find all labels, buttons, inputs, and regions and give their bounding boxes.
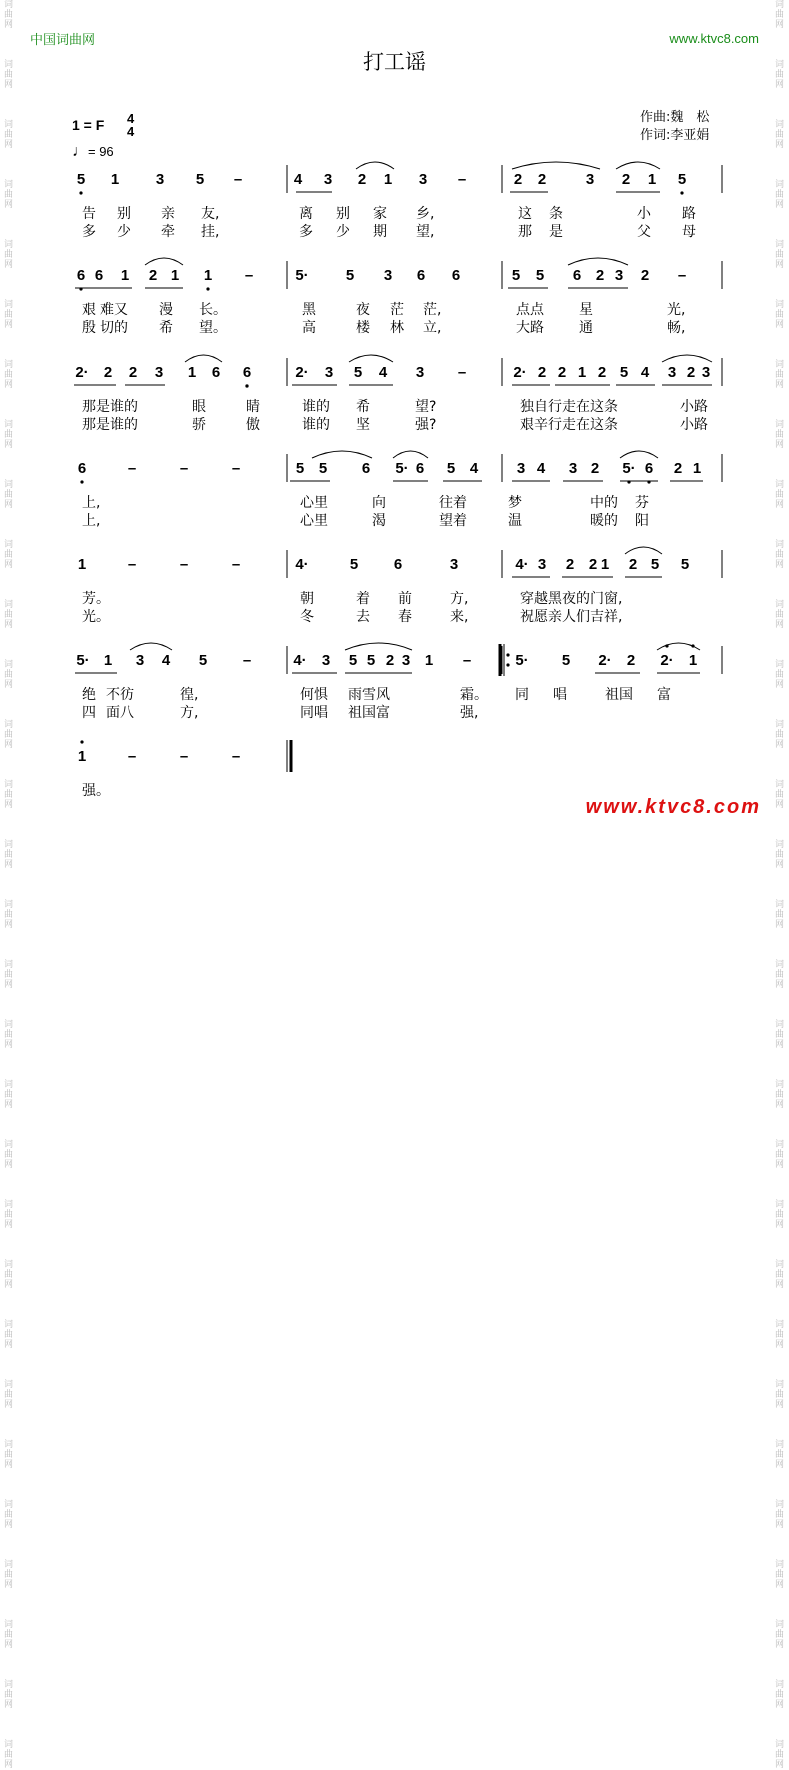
note: 6 — [77, 460, 87, 477]
note: 2 — [597, 364, 607, 381]
note: 2 — [590, 460, 600, 477]
lyric-verse2: 方, — [180, 705, 199, 721]
song-title: 打工谣 — [363, 50, 426, 74]
note: 5 — [677, 171, 687, 188]
site-url-right[interactable]: www.ktvc8.com — [669, 31, 759, 46]
watermark-left: 词 曲 网 词 曲 网 词 曲 网 词 曲 网 词 曲 网 词 曲 网 词 曲 网 词 曲 网 词 曲 网 词 曲 网 词 曲 网 词 曲 网 词 曲 网 词 曲 网 词 曲 网 词 曲 网 词 曲 网 词 曲 网 词 曲 网 词 曲 网 词 曲 网 词 曲 网 词 曲 网 词 曲 网 词 曲 网 词 曲 网 词 曲 网 词 曲 网 词 曲 网 词 曲 网 — [4, 0, 14, 1770]
tempo-value: = 96 — [88, 144, 114, 159]
note: 2 — [357, 171, 367, 188]
note: 1 — [170, 267, 180, 284]
lyric-verse2: 殷 — [82, 320, 96, 336]
note: 5 — [198, 652, 208, 669]
slur-arc — [620, 451, 658, 458]
lyric-verse1: 祖国 — [605, 687, 633, 703]
lyric-verse1: 艰 — [82, 302, 96, 318]
lyric-verse1: 别 — [336, 206, 350, 222]
note: 4 — [161, 652, 171, 669]
note: – — [457, 171, 467, 188]
octave-dot — [79, 191, 82, 194]
lyric-verse1: 梦 — [508, 495, 522, 511]
note: 2 — [513, 171, 523, 188]
lyric-verse2: 面八 — [106, 705, 134, 721]
note: 5 — [295, 460, 305, 477]
note: – — [462, 652, 472, 669]
lyric-verse1: 告 — [82, 206, 96, 222]
lyric-verse2: 切的 — [100, 320, 128, 336]
lyric-verse2: 期 — [373, 224, 387, 240]
lyric-verse2: 小路 — [680, 417, 708, 433]
lyric-verse1: 点点 — [516, 302, 544, 318]
note: 2 — [595, 267, 605, 284]
note: 2 — [148, 267, 158, 284]
octave-dot — [691, 644, 694, 647]
octave-dot — [80, 480, 83, 483]
note: 3 — [401, 652, 411, 669]
slur-arc — [145, 258, 183, 265]
note: 5 — [318, 460, 328, 477]
lyric-verse1: 离 — [299, 206, 313, 222]
note: 5· — [76, 652, 90, 669]
note: 6 — [572, 267, 582, 284]
note: – — [179, 556, 189, 573]
note: 1 — [383, 171, 393, 188]
note: 4 — [469, 460, 479, 477]
note: – — [179, 460, 189, 477]
note: 3 — [418, 171, 428, 188]
note: 6 — [415, 460, 425, 477]
note: 6 — [94, 267, 104, 284]
note: 5 — [348, 652, 358, 669]
note: 6 — [393, 556, 403, 573]
note: 4 — [536, 460, 546, 477]
note: 4· — [515, 556, 529, 573]
octave-dot — [506, 653, 509, 656]
note: 1 — [577, 364, 587, 381]
slur-arc — [356, 162, 394, 169]
slur-arc — [393, 451, 428, 458]
note: 5 — [619, 364, 629, 381]
note: 1 — [77, 748, 87, 765]
lyric-verse2: 望, — [416, 224, 435, 240]
note: 6 — [211, 364, 221, 381]
lyric-verse2: 光。 — [82, 609, 110, 625]
note: 5 — [561, 652, 571, 669]
note: – — [244, 267, 254, 284]
lyric-verse1: 前 — [398, 591, 412, 607]
lyric-verse1: 小 — [637, 206, 651, 222]
octave-dot — [79, 287, 82, 290]
lyric-verse1: 上, — [82, 495, 101, 511]
note: – — [231, 748, 241, 765]
lyric-verse1: 向 — [372, 495, 386, 511]
lyric-verse1: 这 — [518, 206, 532, 222]
lyric-verse2: 少 — [117, 224, 131, 240]
lyric-verse1: 小路 — [680, 399, 708, 415]
note: 3 — [154, 364, 164, 381]
lyric-verse2: 大路 — [516, 320, 544, 336]
lyric-verse2: 高 — [302, 320, 316, 336]
note: 5 — [353, 364, 363, 381]
lyric-verse1: 穿越黑夜的门窗, — [520, 591, 623, 607]
lyric-verse1: 茫, — [423, 302, 442, 318]
lyric-verse1: 朝 — [300, 591, 314, 607]
lyricist-credit: 作词:李亚娟 — [640, 128, 710, 143]
note: 6 — [242, 364, 252, 381]
note: 1 — [120, 267, 130, 284]
note: 5 — [535, 267, 545, 284]
note: 5· — [395, 460, 409, 477]
lyric-verse1: 眼 — [192, 399, 206, 415]
note: 5 — [195, 171, 205, 188]
lyric-verse1: 强。 — [82, 783, 110, 799]
lyric-verse1: 黑 — [302, 302, 316, 318]
lyric-verse2: 楼 — [356, 320, 370, 336]
note: 2 — [640, 267, 650, 284]
note: 4· — [293, 652, 307, 669]
lyric-verse1: 长。 — [199, 302, 227, 318]
note: 1 — [77, 556, 87, 573]
note: 5 — [680, 556, 690, 573]
note: 2 — [628, 556, 638, 573]
slur-arc — [568, 258, 628, 265]
lyric-verse1: 睛 — [246, 399, 260, 415]
slur-arc — [345, 643, 412, 650]
lyric-verse2: 林 — [390, 320, 404, 336]
note: 2 — [385, 652, 395, 669]
note: 3 — [449, 556, 459, 573]
note: 3 — [537, 556, 547, 573]
lyric-verse1: 谁的 — [302, 399, 330, 415]
lyric-verse2: 心里 — [300, 513, 328, 529]
note: 4 — [640, 364, 650, 381]
note: 2· — [513, 364, 527, 381]
note: 2 — [103, 364, 113, 381]
octave-dot — [665, 644, 668, 647]
lyric-verse2: 望。 — [199, 320, 227, 336]
octave-dot — [627, 480, 630, 483]
note: 2 — [565, 556, 575, 573]
note: 6 — [361, 460, 371, 477]
lyric-verse1: 何惧 — [300, 687, 328, 703]
note: 3 — [585, 171, 595, 188]
lyric-verse2: 多 — [82, 224, 96, 240]
lyric-verse2: 傲 — [246, 417, 260, 433]
slur-arc — [625, 547, 662, 554]
composer-credit: 作曲:魏 松 — [640, 110, 710, 125]
lyric-verse2: 希 — [159, 320, 173, 336]
note: 1 — [688, 652, 698, 669]
slur-arc — [130, 643, 172, 650]
note: – — [233, 171, 243, 188]
lyric-verse1: 往着 — [439, 495, 467, 511]
slur-arc — [512, 162, 600, 169]
lyric-verse2: 强? — [415, 417, 437, 433]
octave-dot — [206, 287, 209, 290]
lyric-verse2: 阳 — [635, 513, 649, 529]
note: 5 — [650, 556, 660, 573]
note: 1 — [187, 364, 197, 381]
lyric-verse1: 乡, — [416, 206, 435, 222]
key-signature: 1 = F — [72, 117, 105, 133]
note: 1 — [692, 460, 702, 477]
lyric-verse1: 唱 — [553, 687, 567, 703]
note: 2 — [626, 652, 636, 669]
lyric-verse1: 难又 — [100, 302, 128, 318]
lyric-verse2: 来, — [450, 609, 469, 625]
note: 1 — [600, 556, 610, 573]
note: – — [677, 267, 687, 284]
note: 2 — [557, 364, 567, 381]
note: 2 — [537, 171, 547, 188]
lyric-verse2: 少 — [336, 224, 350, 240]
note: 3 — [415, 364, 425, 381]
note: 1 — [110, 171, 120, 188]
lyric-verse1: 星 — [579, 302, 593, 318]
lyric-verse1: 中的 — [590, 495, 618, 511]
lyric-verse1: 望? — [415, 399, 437, 415]
lyric-verse2: 暖的 — [590, 513, 618, 529]
lyric-verse2: 牵 — [161, 224, 175, 240]
octave-dot — [506, 663, 509, 666]
lyric-verse2: 祖国富 — [348, 705, 390, 721]
lyric-verse1: 富 — [657, 687, 671, 703]
time-sig-bottom: 4 — [127, 124, 135, 139]
lyric-verse1: 条 — [549, 206, 563, 222]
note: 2 — [128, 364, 138, 381]
lyric-verse2: 渴 — [372, 513, 386, 529]
note: 1 — [647, 171, 657, 188]
note: 6 — [451, 267, 461, 284]
note: 3 — [323, 171, 333, 188]
lyric-verse2: 通 — [579, 320, 593, 336]
note: 5· — [622, 460, 636, 477]
note: – — [127, 556, 137, 573]
octave-dot — [80, 740, 83, 743]
note: 5 — [349, 556, 359, 573]
note: 2· — [295, 364, 309, 381]
note: 1 — [103, 652, 113, 669]
lyric-verse2: 望着 — [439, 513, 467, 529]
lyric-verse1: 雨雪风 — [348, 687, 390, 703]
note: – — [127, 748, 137, 765]
lyric-verse1: 同 — [515, 687, 529, 703]
quarter-note-icon: ♩ — [72, 143, 88, 160]
site-name-left[interactable]: 中国词曲网 — [30, 33, 96, 48]
lyric-verse2: 畅, — [667, 320, 686, 336]
lyric-verse1: 心里 — [300, 495, 328, 511]
footer-url[interactable]: www.ktvc8.com — [585, 796, 761, 818]
octave-dot — [647, 480, 650, 483]
note: 3 — [135, 652, 145, 669]
note: – — [127, 460, 137, 477]
lyric-verse2: 春 — [398, 609, 412, 625]
lyric-verse2: 强, — [460, 705, 479, 721]
note: 3 — [614, 267, 624, 284]
lyric-verse2: 立, — [423, 320, 442, 336]
note: – — [179, 748, 189, 765]
note: – — [457, 364, 467, 381]
lyric-verse1: 独自行走在这条 — [520, 399, 618, 415]
note: 2 — [686, 364, 696, 381]
note: – — [242, 652, 252, 669]
lyric-verse1: 光, — [667, 302, 686, 318]
note: 3 — [321, 652, 331, 669]
lyric-verse1: 路 — [682, 206, 696, 222]
note: 3 — [516, 460, 526, 477]
lyric-verse1: 友, — [201, 206, 220, 222]
note: 2 — [621, 171, 631, 188]
note: – — [231, 556, 241, 573]
lyric-verse1: 家 — [373, 206, 387, 222]
note: 2· — [598, 652, 612, 669]
lyric-verse2: 上, — [82, 513, 101, 529]
lyric-verse1: 着 — [356, 591, 370, 607]
slur-arc — [312, 451, 372, 458]
note: 5 — [345, 267, 355, 284]
note: 5 — [76, 171, 86, 188]
lyric-verse1: 那是谁的 — [82, 399, 138, 415]
lyric-verse1: 不彷 — [106, 687, 134, 703]
note: 6 — [416, 267, 426, 284]
lyric-verse2: 多 — [299, 224, 313, 240]
lyric-verse1: 别 — [117, 206, 131, 222]
lyric-verse1: 绝 — [82, 687, 96, 703]
note: 6 — [76, 267, 86, 284]
lyric-verse1: 希 — [356, 399, 370, 415]
lyric-verse1: 方, — [450, 591, 469, 607]
lyric-verse1: 芬 — [635, 495, 649, 511]
octave-dot — [245, 384, 248, 387]
note: 3 — [155, 171, 165, 188]
note: 2· — [660, 652, 674, 669]
note: 2 — [537, 364, 547, 381]
note: 4 — [293, 171, 303, 188]
lyric-verse2: 四 — [82, 705, 96, 721]
lyric-verse2: 谁的 — [302, 417, 330, 433]
note: 3 — [324, 364, 334, 381]
lyric-verse2: 冬 — [300, 609, 314, 625]
lyric-verse2: 挂, — [201, 224, 220, 240]
lyric-verse2: 艰辛行走在这条 — [520, 417, 618, 433]
note: 5· — [295, 267, 309, 284]
lyric-verse2: 那是谁的 — [82, 417, 138, 433]
lyric-verse2: 父 — [637, 224, 651, 240]
time-sig-top: 4 — [127, 111, 135, 126]
lyric-verse1: 徨, — [180, 687, 199, 703]
slur-arc — [349, 355, 393, 362]
note: 5 — [366, 652, 376, 669]
note: 1 — [424, 652, 434, 669]
lyric-verse1: 茫 — [390, 302, 404, 318]
lyric-verse2: 坚 — [356, 417, 370, 433]
lyric-verse1: 夜 — [356, 302, 370, 318]
lyric-verse2: 温 — [508, 513, 522, 529]
lyric-verse2: 同唱 — [300, 705, 328, 721]
note: 1 — [203, 267, 213, 284]
note: 2· — [75, 364, 89, 381]
note: 5· — [515, 652, 529, 669]
slur-arc — [616, 162, 660, 169]
note: 3 — [701, 364, 711, 381]
note: 6 — [644, 460, 654, 477]
octave-dot — [680, 191, 683, 194]
note: 3 — [568, 460, 578, 477]
lyric-verse2: 去 — [356, 609, 370, 625]
lyric-verse2: 母 — [682, 224, 696, 240]
note: 4· — [295, 556, 309, 573]
note: 2 — [588, 556, 598, 573]
slur-arc — [185, 355, 222, 362]
slur-arc — [662, 355, 712, 362]
lyric-verse1: 霜。 — [460, 687, 488, 703]
lyric-verse2: 祝愿亲人们吉祥, — [520, 609, 623, 625]
lyric-verse1: 芳。 — [82, 591, 110, 607]
lyric-verse2: 骄 — [192, 417, 206, 433]
lyric-verse2: 那 — [518, 224, 532, 240]
watermark-right: 词 曲 网 词 曲 网 词 曲 网 词 曲 网 词 曲 网 词 曲 网 词 曲 网 词 曲 网 词 曲 网 词 曲 网 词 曲 网 词 曲 网 词 曲 网 词 曲 网 词 曲 网 词 曲 网 词 曲 网 词 曲 网 词 曲 网 词 曲 网 词 曲 网 词 曲 网 词 曲 网 词 曲 网 词 曲 网 词 曲 网 词 曲 网 词 曲 网 词 曲 网 词 曲 网 — [775, 0, 785, 1770]
note: – — [231, 460, 241, 477]
lyric-verse1: 亲 — [161, 206, 175, 222]
note: 3 — [667, 364, 677, 381]
note: 5 — [511, 267, 521, 284]
note: 4 — [378, 364, 388, 381]
note: 5 — [446, 460, 456, 477]
lyric-verse2: 是 — [549, 224, 563, 240]
lyric-verse1: 漫 — [159, 302, 173, 318]
note: 2 — [673, 460, 683, 477]
note: 3 — [383, 267, 393, 284]
